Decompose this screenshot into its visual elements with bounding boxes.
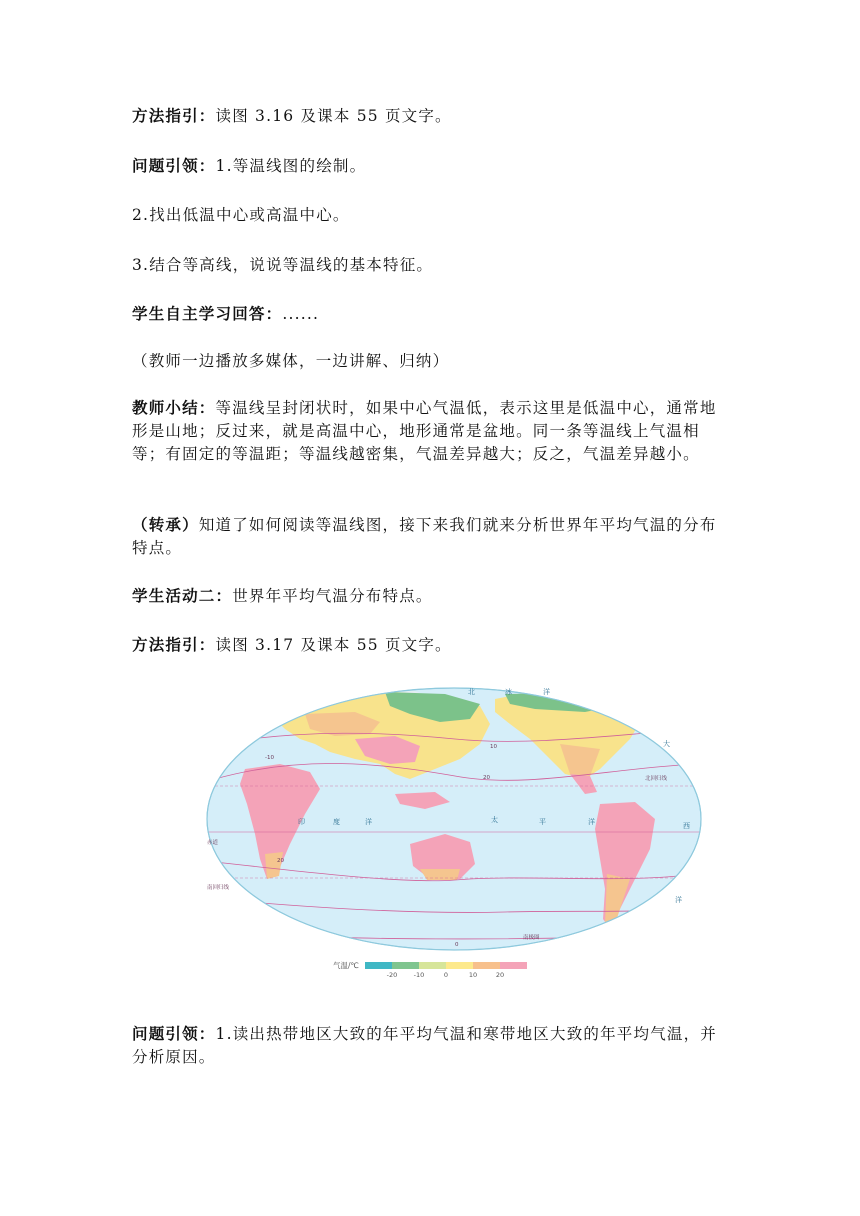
question-item-text: 2.找出低温中心或高温中心。	[132, 206, 350, 224]
question-lead-2	[132, 1023, 732, 1069]
question-lead-label: 问题引领：	[132, 1025, 216, 1043]
method-guide-label: 方法指引：	[132, 107, 216, 125]
student-answer-text: ......	[282, 305, 320, 323]
isotherm-label: 10	[490, 744, 497, 750]
legend-tick: -10	[413, 970, 425, 979]
method-guide-2	[132, 634, 732, 657]
ocean-label: 平	[539, 818, 546, 826]
isotherm-label: 20	[483, 775, 490, 781]
teacher-summary-text: 等温线呈封闭状时，如果中心气温低，表示这里是低温中心，通常地形是山地；反过来，就是高温中心，地形通常是盆地。同一条等温线上气温相等；有固定的等温距；等温线越密集，气温差异越大；反之，气温差异越小。	[132, 399, 717, 463]
equator-label: 赤道	[207, 840, 219, 846]
question-item-2	[132, 204, 732, 227]
ocean-label: 北	[468, 688, 475, 696]
method-guide-label: 方法指引：	[132, 636, 216, 654]
method-guide-text: 读图 3.17 及课本 55 页文字。	[215, 636, 452, 654]
legend-swatch	[446, 962, 478, 979]
ocean-label: 洋	[588, 818, 595, 826]
ocean-label: 度	[333, 818, 340, 826]
ocean-label: 洋	[675, 896, 682, 904]
student-activity-label: 学生活动二：	[132, 587, 233, 605]
ocean-label: 太	[491, 816, 498, 824]
student-activity-text: 世界年平均气温分布特点。	[232, 587, 433, 605]
ocean-label: 洋	[543, 688, 550, 696]
teacher-summary	[132, 397, 732, 466]
ocean-label: 印	[298, 818, 305, 826]
student-answer-label: 学生自主学习回答：	[132, 305, 283, 323]
temperature-legend	[333, 957, 527, 979]
tropic-capricorn-label: 南回归线	[207, 885, 230, 891]
method-guide-text: 读图 3.16 及课本 55 页文字。	[215, 107, 452, 125]
ocean-label: 西	[683, 822, 690, 830]
south-australia	[420, 869, 460, 880]
question-lead-1	[132, 155, 732, 178]
teacher-note	[132, 350, 732, 373]
transition-paragraph	[132, 514, 732, 560]
question-lead-text: 1.读出热带地区大致的年平均气温和寒带地区大致的年平均气温，并分析原因。	[132, 1025, 718, 1066]
tropic-cancer-label: 北回归线	[645, 776, 668, 782]
legend-swatch	[365, 962, 398, 979]
antarctic-circle-label: 南极圈	[523, 935, 540, 941]
transition-text: 知道了如何阅读等温线图，接下来我们就来分析世界年平均气温的分布特点。	[132, 516, 717, 557]
isotherm-label: -10	[265, 755, 274, 761]
question-lead-text: 1.等温线图的绘制。	[215, 157, 367, 175]
legend-title: 气温/℃	[333, 960, 359, 970]
legend-swatch	[500, 962, 527, 969]
legend-tick: 10	[468, 970, 478, 979]
teacher-summary-label: 教师小结：	[132, 399, 216, 417]
isotherm-label: 0	[455, 942, 459, 948]
teacher-note-text: （教师一边播放多媒体，一边讲解、归纳）	[132, 352, 450, 370]
method-guide-1	[132, 105, 732, 128]
ocean-label: 洋	[365, 818, 372, 826]
question-item-text: 3.结合等高线，说说等温线的基本特征。	[132, 256, 434, 274]
student-answer	[132, 303, 732, 326]
question-item-3	[132, 254, 732, 277]
world-map-svg	[205, 684, 703, 974]
transition-label: （转承）	[132, 516, 199, 534]
ocean-label: 大	[663, 740, 670, 748]
legend-tick: 20	[495, 970, 505, 979]
ocean-label: 冰	[505, 688, 512, 696]
isotherm-label: 20	[277, 858, 284, 864]
question-lead-label: 问题引领：	[132, 157, 216, 175]
legend-tick: -20	[386, 970, 398, 979]
legend-tick: 0	[443, 970, 449, 979]
world-temperature-map	[205, 684, 703, 974]
student-activity-2	[132, 585, 732, 608]
